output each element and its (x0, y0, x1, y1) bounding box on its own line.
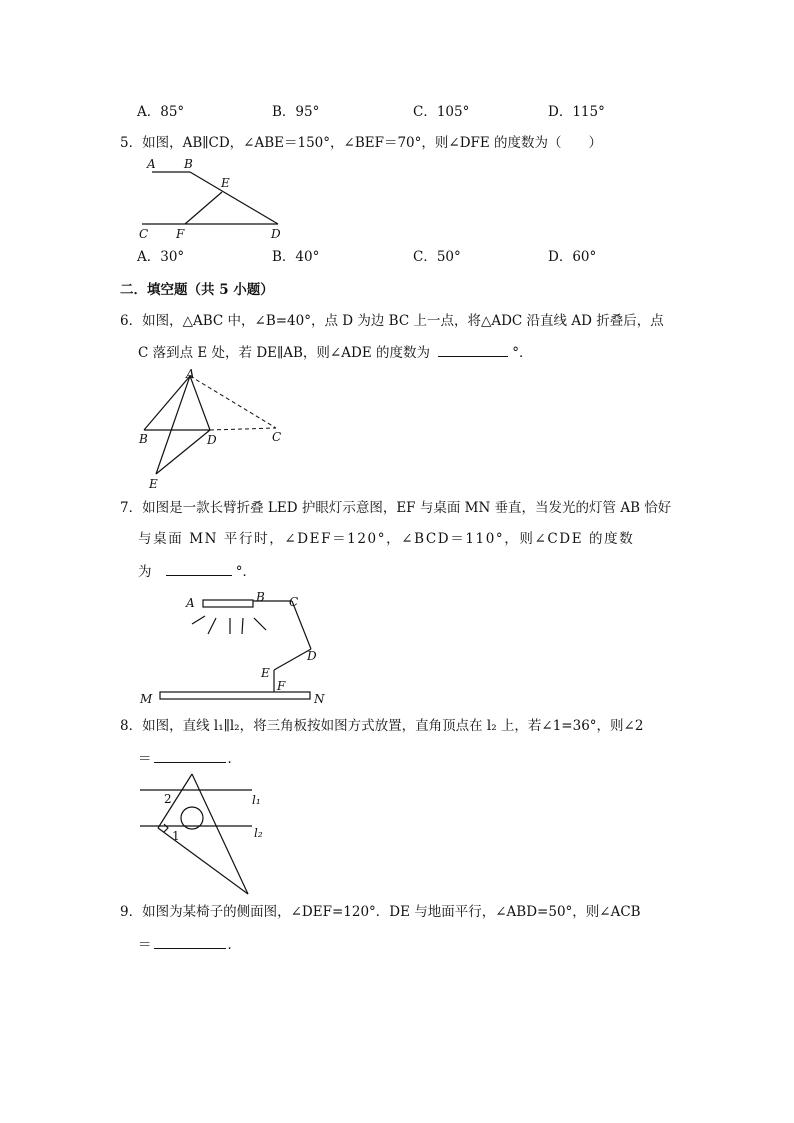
q6-line1 (120, 312, 664, 330)
q7-number: 7． (120, 500, 143, 516)
q9-line1 (120, 903, 641, 921)
q6-label-d: D (207, 433, 217, 447)
q7-line1 (120, 499, 671, 517)
q8-period: ． (227, 751, 241, 767)
q6-line2 (138, 342, 533, 362)
q5-option-d: D．60° (548, 249, 597, 265)
q8-label-l2: l₂ (254, 826, 263, 840)
q5-label-a: A (147, 157, 156, 171)
q5-question (120, 134, 602, 152)
q6-label-e: E (149, 477, 158, 491)
q8-number: 8． (120, 718, 143, 734)
q7-label-e: E (261, 666, 270, 680)
q7-label-a: A (186, 596, 195, 610)
q7-label-n: N (314, 692, 325, 706)
q8-line2 (138, 748, 241, 768)
q8-label-l1: l₁ (252, 793, 261, 807)
q6-figure (136, 364, 296, 494)
q6-text-line2: C 落到点 E 处，若 DE∥AB，则∠ADE 的度数为 (138, 345, 430, 361)
section-heading: 二．填空题（共 5 小题） (120, 282, 274, 298)
q4-option-b: B．95° (272, 104, 320, 120)
q7-label-c: C (289, 595, 299, 609)
q8-figure (134, 770, 284, 900)
q5-label-c: C (139, 227, 149, 241)
q4-option-d: D．115° (548, 104, 605, 120)
q8-answer-blank[interactable] (154, 748, 226, 763)
q6-label-a: A (186, 367, 195, 381)
q4-option-a: A．85° (137, 104, 185, 120)
q9-line2 (138, 934, 241, 954)
q7-line2: 与桌面 MN 平行时，∠DEF＝120°，∠BCD＝110°，则∠CDE 的度数 (138, 531, 635, 547)
q6-unit: °． (512, 345, 533, 361)
q6-text-line1: 如图，△ABC 中，∠B=40°，点 D 为边 BC 上一点，将△ADC 沿直线 AD 折叠后，点 (142, 313, 664, 329)
q5-figure (136, 156, 296, 246)
q8-line1 (120, 717, 643, 735)
q9-text-line1: 如图为某椅子的侧面图，∠DEF=120°．DE 与地面平行，∠ABD=50°，则∠ACB (142, 904, 641, 920)
q6-label-c: C (272, 430, 282, 444)
q7-text-line1: 如图是一款长臂折叠 LED 护眼灯示意图，EF 与桌面 MN 垂直，当发光的灯管 AB 恰好 (142, 500, 672, 516)
q8-text-line1: 如图，直线 l₁∥l₂，将三角板按如图方式放置，直角顶点在 l₂ 上，若∠1=36°，则∠2 (142, 718, 644, 734)
q7-line3 (138, 561, 256, 581)
q5-label-b: B (184, 157, 193, 171)
q5-option-a: A．30° (137, 249, 185, 265)
q5-text: 如图，AB∥CD，∠ABE＝150°，∠BEF＝70°，则∠DFE 的度数为（ ） (142, 135, 603, 151)
q8-equals: ＝ (138, 751, 152, 767)
q6-label-b: B (139, 432, 148, 446)
q5-option-b: B．40° (272, 249, 320, 265)
q9-answer-blank[interactable] (154, 934, 226, 949)
q7-label-f: F (277, 679, 286, 693)
q5-label-f: F (176, 227, 185, 241)
q8-angle-1: 1 (172, 829, 180, 843)
q9-period: ． (227, 937, 241, 953)
q7-text-line3: 为 (138, 564, 152, 580)
q9-equals: ＝ (138, 937, 152, 953)
q7-label-d: D (307, 649, 317, 663)
q7-label-b: B (256, 590, 265, 604)
q9-number: 9． (120, 904, 143, 920)
q7-label-m: M (140, 692, 153, 706)
q7-unit: °． (235, 564, 257, 580)
q6-answer-blank[interactable] (438, 342, 508, 357)
q7-answer-blank[interactable] (166, 561, 232, 576)
q5-option-c: C．50° (413, 249, 461, 265)
q5-label-d: D (271, 227, 281, 241)
q7-figure (134, 588, 334, 708)
q4-option-c: C．105° (413, 104, 470, 120)
q8-angle-2: 2 (164, 792, 172, 806)
q6-number: 6． (120, 313, 143, 329)
q5-label-e: E (221, 176, 230, 190)
q5-number: 5． (120, 135, 143, 151)
